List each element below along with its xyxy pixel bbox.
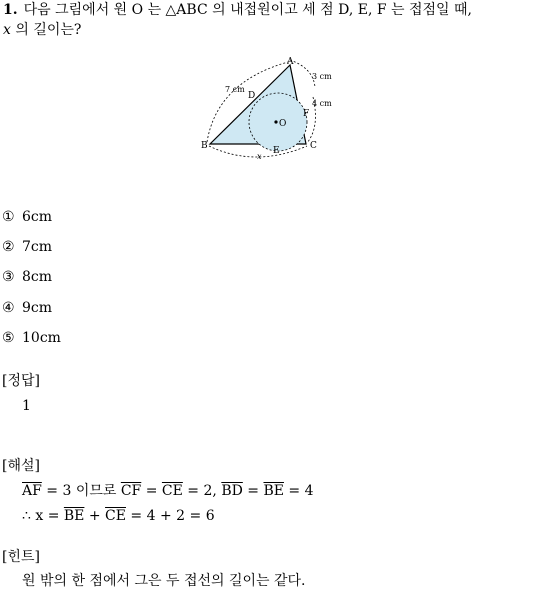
seg-be: $\overline{BE}$ <box>263 483 284 499</box>
label-o: O <box>279 119 287 129</box>
seg-ce: $\overline{CE}$ <box>161 483 183 499</box>
expl2-prefix: ∴ x = <box>22 508 64 524</box>
question-line2: 의 길이는? <box>10 22 82 38</box>
choice-5-mark: ⑤ <box>2 330 15 346</box>
choice-1-text: 6cm <box>22 209 53 225</box>
choice-3-mark: ③ <box>2 269 15 285</box>
answer-label: [정답] <box>2 373 40 389</box>
expl2-rest: = 4 + 2 = 6 <box>125 508 215 524</box>
expl-text-3: = 2, <box>182 483 222 499</box>
choice-1-mark: ① <box>2 209 15 225</box>
explanation-label: [해설] <box>2 458 40 474</box>
explanation-line2 <box>22 507 215 525</box>
label-e: E <box>273 146 280 156</box>
choice-4-mark: ④ <box>2 300 15 316</box>
choice-3[interactable] <box>2 268 52 286</box>
seg-ce-2: $\overline{CE}$ <box>105 508 126 524</box>
choice-3-text: 8cm <box>22 269 53 285</box>
answer-value: 1 <box>22 398 31 414</box>
triangle-incircle-figure <box>195 52 345 162</box>
label-right-length: 4 cm <box>312 99 332 108</box>
expl-text-4: = <box>242 483 264 499</box>
hint-label: [힌트] <box>2 549 40 565</box>
incircle-o <box>249 93 310 151</box>
label-top-right-length: 3 cm <box>312 72 332 81</box>
seg-be-2: $\overline{BE}$ <box>63 508 85 524</box>
expl-text-1: = 3 이므로 <box>41 483 121 499</box>
choice-2-text: 7cm <box>22 239 53 255</box>
question-line1: 다음 그림에서 원 O 는 △ABC 의 내접원이고 세 점 D, E, F 는 접점일 때, <box>23 2 473 18</box>
label-c: C <box>310 141 317 151</box>
choice-2[interactable] <box>2 238 52 256</box>
center-o-point <box>274 120 277 123</box>
label-a: A <box>287 57 294 67</box>
choice-1[interactable] <box>2 208 52 226</box>
explanation-line1 <box>22 482 314 500</box>
label-bottom-variable: x <box>257 152 262 161</box>
choice-5[interactable] <box>2 329 61 347</box>
expl2-plus: + <box>84 508 106 524</box>
choice-4-text: 9cm <box>22 300 53 316</box>
seg-bd: $\overline{BD}$ <box>221 483 243 499</box>
hint-text: 원 밖의 한 점에서 그은 두 접선의 길이는 같다. <box>22 573 306 589</box>
choice-4[interactable] <box>2 299 52 317</box>
question-text <box>3 0 472 20</box>
question-number: 1. <box>3 2 18 18</box>
label-d: D <box>248 91 256 101</box>
seg-cf: $\overline{CF}$ <box>120 483 142 499</box>
choice-5-text: 10cm <box>22 330 61 346</box>
seg-af: $\overline{AF}$ <box>22 483 42 499</box>
choice-2-mark: ② <box>2 239 15 255</box>
label-b: B <box>201 141 208 151</box>
label-f: F <box>303 109 310 119</box>
label-left-length: 7 cm <box>225 85 245 94</box>
expl-text-2: = <box>141 483 162 499</box>
expl-text-5: = 4 <box>283 483 314 499</box>
question-text-line2 <box>3 20 81 40</box>
question-variable: x <box>3 22 11 38</box>
